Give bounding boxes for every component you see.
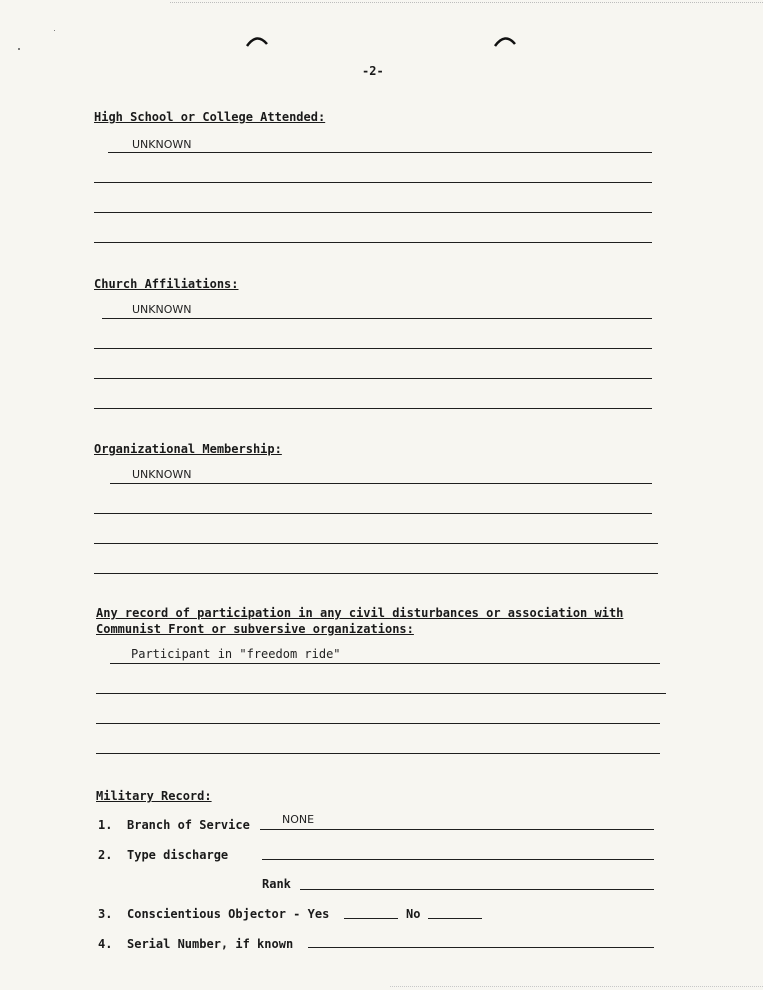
church-answer: UNKNOWN — [132, 303, 192, 316]
rank-label: Rank — [262, 877, 291, 891]
rule-line-yes — [344, 918, 398, 919]
speck — [18, 48, 20, 50]
rule-line — [94, 543, 658, 544]
rule-line — [94, 573, 658, 574]
disturbances-answer: Participant in "freedom ride" — [131, 647, 341, 661]
punch-hole-mark-left — [244, 34, 270, 48]
rule-line — [94, 348, 652, 349]
item-number: 3. — [98, 907, 113, 921]
school-answer: UNKNOWN — [132, 138, 192, 151]
organization-heading: Organizational Membership: — [94, 442, 282, 456]
rule-line — [94, 212, 652, 213]
disturbances-heading-line2: Communist Front or subversive organizations: — [96, 622, 414, 636]
rule-line — [300, 889, 654, 890]
rule-line — [96, 693, 666, 694]
rule-line — [96, 753, 660, 754]
rule-line — [108, 152, 652, 153]
page-number: -2- — [362, 64, 384, 78]
rule-line — [94, 182, 652, 183]
military-heading: Military Record: — [96, 789, 212, 803]
top-dotted-edge — [170, 2, 763, 3]
rule-line — [94, 408, 652, 409]
speck — [54, 30, 55, 31]
branch-value: NONE — [282, 813, 315, 826]
serial-label: Serial Number, if known — [127, 937, 294, 951]
rule-line — [110, 483, 652, 484]
rule-line — [102, 318, 652, 319]
objector-label: Conscientious Objector - Yes — [127, 907, 330, 921]
rule-line — [94, 513, 652, 514]
rule-line — [96, 723, 660, 724]
disturbances-heading-line1: Any record of participation in any civil disturbances or association with — [96, 606, 624, 620]
organization-answer: UNKNOWN — [132, 468, 192, 481]
punch-hole-mark-right — [492, 34, 518, 48]
item-number: 1. — [98, 818, 113, 832]
rule-line-no — [428, 918, 482, 919]
church-heading: Church Affiliations: — [94, 277, 239, 291]
rule-line — [94, 242, 652, 243]
rule-line — [110, 663, 660, 664]
school-heading: High School or College Attended: — [94, 110, 326, 124]
objector-no-label: No — [406, 907, 421, 921]
rule-line — [94, 378, 652, 379]
bottom-dotted-edge — [390, 986, 763, 987]
discharge-label: Type discharge — [127, 848, 229, 862]
rule-line — [260, 829, 654, 830]
rule-line — [308, 947, 654, 948]
item-number: 4. — [98, 937, 113, 951]
item-number: 2. — [98, 848, 113, 862]
rule-line — [262, 859, 654, 860]
branch-label: Branch of Service — [127, 818, 250, 832]
